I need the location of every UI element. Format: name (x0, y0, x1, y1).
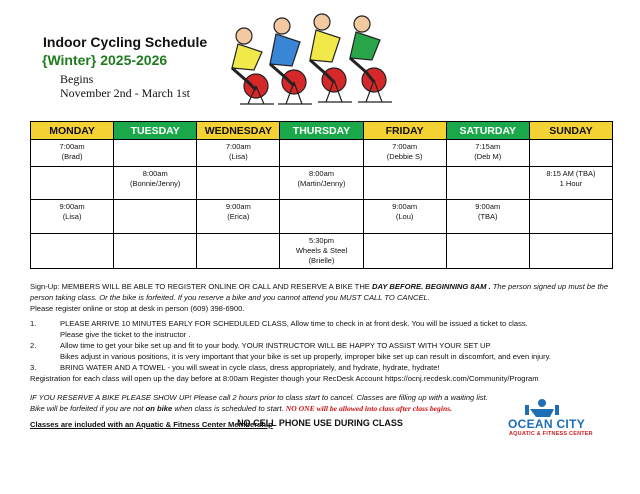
reserve-line-2: Bike will be forfeited if you are not on bike when class is scheduled to start. NO ONE will be allowed into class after class begins. (30, 403, 453, 413)
begins-label: Begins (60, 72, 94, 86)
no-cell-notice: NO CELL PHONE USE DURING CLASS (237, 418, 403, 428)
class-slot: 9:00am (Erica) (197, 200, 280, 234)
table-row (31, 200, 613, 234)
class-slot (280, 200, 363, 234)
class-slot (31, 167, 114, 200)
day-header: TUESDAY (114, 122, 197, 140)
date-range: November 2nd - March 1st (60, 86, 190, 100)
class-slot: 8:00am (Bonnie/Jenny) (114, 167, 197, 200)
class-slot (529, 234, 612, 269)
list-item: 3. BRING WATER AND A TOWEL - you will sweat in cycle class, dress appropriately, and hydrate, hydrate, hydrate! (30, 363, 440, 372)
class-slot: 5:30pm Wheels & Steel (Brielle) (280, 234, 363, 269)
day-header-row (31, 122, 613, 140)
list-item-sub: Please give the ticket to the instructor . (60, 330, 191, 339)
class-slot (114, 234, 197, 269)
list-item: 2. Allow time to get your bike set up and fit to your body. YOUR INSTRUCTOR WILL BE HAPPY TO ASSIST WITH YOUR SET UP (30, 341, 491, 350)
class-slot: 7:15am (Deb M) (446, 140, 529, 167)
logo-name: OCEAN CITY (508, 417, 586, 431)
reserve-line-1: IF YOU RESERVE A BIKE PLEASE SHOW UP! Please call 2 hours prior to class start to cancel. Classes are filling up with a waiting list. (30, 393, 488, 402)
register-info: Please register online or stop at desk in person (609) 398-6900. (30, 303, 245, 313)
class-slot: 9:00am (Lou) (363, 200, 446, 234)
signup-tail: The person signed up must be the person taking class. Or the bike is forfeited. If you reserve a bike and you cannot attend you MUST CALL TO CANCEL. (30, 282, 609, 302)
table-row (31, 234, 613, 269)
class-slot: 7:00am (Brad) (31, 140, 114, 167)
membership-note: Classes are included with an Aquatic & Fitness Center Membership (30, 420, 273, 429)
table-row (31, 140, 613, 167)
day-header: SUNDAY (529, 122, 612, 140)
list-item: 1. PLEASE ARRIVE 10 MINUTES EARLY FOR SCHEDULED CLASS, Allow time to check in at front desk. You will be issued a ticket to class. (30, 319, 528, 328)
class-slot: 9:00am (Lisa) (31, 200, 114, 234)
class-slot (114, 140, 197, 167)
schedule-table (30, 121, 613, 269)
class-slot (529, 140, 612, 167)
class-slot (197, 167, 280, 200)
class-slot: 7:00am (Debbie S) (363, 140, 446, 167)
signup-bold: DAY BEFORE. BEGINNING 8AM . (371, 282, 491, 291)
class-slot (529, 200, 612, 234)
class-slot (197, 234, 280, 269)
class-slot (280, 140, 363, 167)
class-slot (114, 200, 197, 234)
class-slot: 9:00am (TBA) (446, 200, 529, 234)
cyclists-illustration (218, 6, 396, 112)
class-slot: 8:00am (Martin/Jenny) (280, 167, 363, 200)
season-subtitle: {Winter} 2025-2026 (42, 52, 168, 68)
day-header: MONDAY (31, 122, 114, 140)
registration-note: Registration for each class will open up the day before at 8:00am Register though your RecDesk Account https://ocnj.recdesk.com/Community/Program (30, 374, 539, 383)
day-header: THURSDAY (280, 122, 363, 140)
signup-info (30, 282, 620, 314)
class-slot: 7:00am (Lisa) (197, 140, 280, 167)
rules-list (30, 318, 625, 384)
day-header: FRIDAY (363, 122, 446, 140)
class-slot (446, 234, 529, 269)
page-title: Indoor Cycling Schedule (43, 34, 208, 50)
table-row (31, 167, 613, 200)
class-slot (446, 167, 529, 200)
season-dates (60, 72, 190, 100)
logo-tagline: AQUATIC & FITNESS CENTER (509, 431, 593, 437)
class-slot (363, 167, 446, 200)
class-slot (363, 234, 446, 269)
day-header: SATURDAY (446, 122, 529, 140)
class-slot (31, 234, 114, 269)
class-slot: 8:15 AM (TBA) 1 Hour (529, 167, 612, 200)
signup-lead: Sign-Up: MEMBERS WILL BE ABLE TO REGISTER ONLINE OR CALL AND RESERVE A BIKE THE (30, 282, 372, 291)
day-header: WEDNESDAY (197, 122, 280, 140)
list-item-sub: Bikes adjust in various positions, it is very important that your bike is set up properly, improper bike set up can result in discomfort, and even injury. (60, 352, 552, 361)
